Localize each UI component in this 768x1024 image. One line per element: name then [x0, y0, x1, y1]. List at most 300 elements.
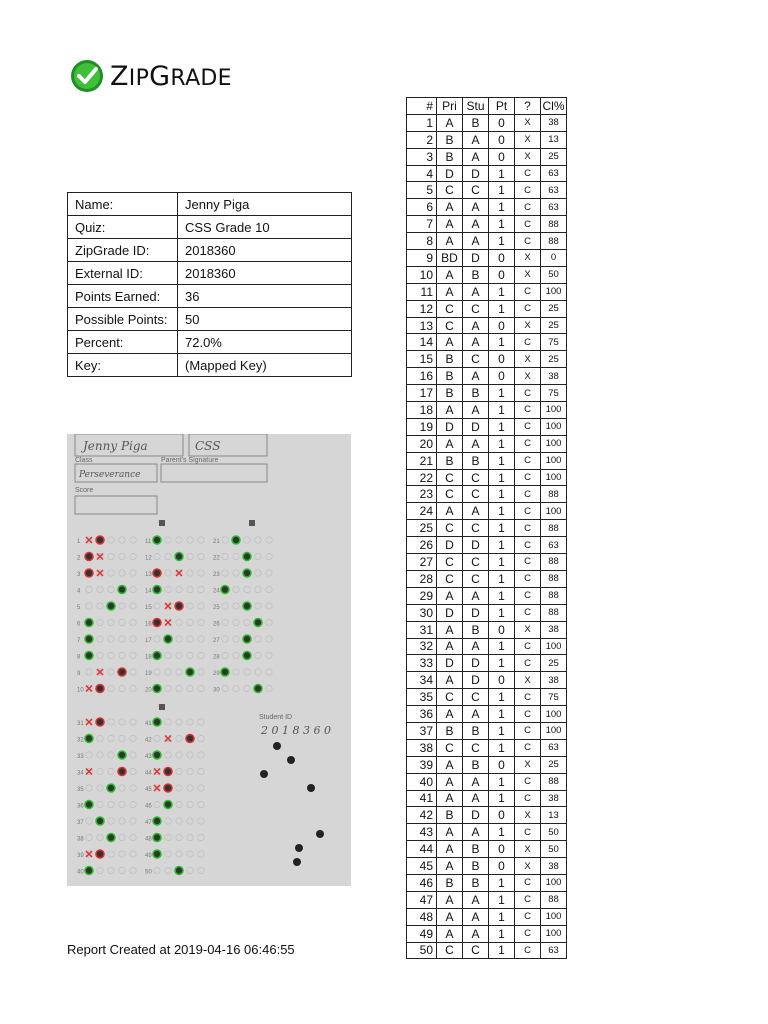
answer-row — [407, 537, 567, 554]
sheet-question-number: 15 — [145, 605, 152, 611]
answer-cell: C — [463, 942, 489, 959]
answer-cell: D — [463, 250, 489, 267]
answer-cell: A — [437, 216, 463, 233]
answer-cell: 50 — [541, 841, 567, 858]
answer-row — [407, 807, 567, 824]
answer-cell: 24 — [407, 503, 437, 520]
answer-cell: 1 — [489, 435, 515, 452]
answer-cell: 100 — [541, 874, 567, 891]
answer-cell: X — [515, 250, 541, 267]
student-mark — [243, 602, 251, 610]
answer-cell: 29 — [407, 587, 437, 604]
answer-cell: B — [463, 452, 489, 469]
answer-cell: 100 — [541, 503, 567, 520]
answer-row — [407, 925, 567, 942]
answer-cell: A — [437, 858, 463, 875]
answer-cell: A — [437, 266, 463, 283]
answer-cell: A — [463, 638, 489, 655]
answer-cell: A — [463, 199, 489, 216]
student-mark — [96, 536, 104, 544]
answer-cell: X — [515, 756, 541, 773]
answer-cell: 100 — [541, 402, 567, 419]
answer-cell: 28 — [407, 570, 437, 587]
answer-cell: D — [437, 604, 463, 621]
answer-cell: C — [515, 182, 541, 199]
answer-cell: 1 — [489, 452, 515, 469]
answer-cell: 63 — [541, 182, 567, 199]
answer-cell: 63 — [541, 942, 567, 959]
info-row — [68, 331, 352, 354]
answer-cell: B — [437, 385, 463, 402]
answer-cell: C — [463, 182, 489, 199]
answer-cell: 1 — [489, 283, 515, 300]
answer-cell: 38 — [541, 114, 567, 131]
answer-cell: 0 — [489, 148, 515, 165]
answer-cell: C — [437, 486, 463, 503]
sheet-question-number: 21 — [213, 539, 220, 545]
answer-cell: C — [515, 587, 541, 604]
sheet-question-number: 25 — [213, 605, 220, 611]
answer-cell: 1 — [489, 520, 515, 537]
handwritten-student-id: 2 0 1 8 3 6 0 — [261, 724, 331, 737]
answer-cell: X — [515, 317, 541, 334]
column-header: Pt — [489, 98, 515, 115]
answer-cell: C — [515, 891, 541, 908]
student-mark — [118, 751, 126, 759]
answer-row — [407, 790, 567, 807]
answer-cell: 21 — [407, 452, 437, 469]
answer-cell: 16 — [407, 368, 437, 385]
student-mark — [164, 768, 172, 776]
answer-cell: 31 — [407, 621, 437, 638]
answer-cell: 100 — [541, 418, 567, 435]
answer-cell: D — [463, 807, 489, 824]
scanned-answer-sheet — [67, 434, 351, 886]
sheet-question-number: 23 — [213, 572, 220, 578]
answer-cell: 1 — [489, 925, 515, 942]
info-label: External ID: — [68, 262, 178, 285]
answer-cell: 40 — [407, 773, 437, 790]
answer-cell: 1 — [489, 469, 515, 486]
info-value: 50 — [178, 308, 352, 331]
answer-cell: 1 — [489, 486, 515, 503]
answer-row — [407, 131, 567, 148]
answer-row — [407, 891, 567, 908]
student-mark — [175, 553, 183, 561]
student-id-mark — [273, 742, 281, 750]
answer-cell: 42 — [407, 807, 437, 824]
answer-row — [407, 418, 567, 435]
sheet-question-number: 39 — [77, 853, 84, 859]
answer-cell: A — [463, 773, 489, 790]
answer-cell: 35 — [407, 689, 437, 706]
answer-cell: 1 — [489, 537, 515, 554]
answer-cell: 1 — [489, 722, 515, 739]
answer-key-table — [406, 97, 567, 959]
column-header: Cl% — [542, 98, 565, 113]
answer-cell: C — [437, 469, 463, 486]
sheet-question-number: 29 — [213, 671, 220, 677]
student-mark — [85, 619, 93, 627]
answer-cell: 88 — [541, 554, 567, 571]
answer-cell: 13 — [541, 131, 567, 148]
answer-row — [407, 199, 567, 216]
answer-cell: 36 — [407, 706, 437, 723]
answer-cell: 88 — [541, 604, 567, 621]
sheet-question-number: 2 — [77, 555, 81, 562]
answer-cell: A — [437, 621, 463, 638]
answer-row — [407, 655, 567, 672]
answer-cell: C — [437, 182, 463, 199]
answer-row — [407, 908, 567, 925]
answer-cell: 0 — [489, 250, 515, 267]
student-mark — [85, 569, 93, 577]
answer-row — [407, 587, 567, 604]
student-mark — [153, 652, 161, 660]
answer-cell: 1 — [489, 503, 515, 520]
answer-cell: 100 — [541, 452, 567, 469]
student-mark — [96, 850, 104, 858]
answer-cell: 1 — [489, 638, 515, 655]
student-mark — [85, 635, 93, 643]
answer-row — [407, 773, 567, 790]
answer-cell: A — [437, 824, 463, 841]
answer-cell: A — [437, 334, 463, 351]
answer-cell: D — [463, 165, 489, 182]
answer-cell: 37 — [407, 722, 437, 739]
answer-row — [407, 874, 567, 891]
info-label: Name: — [68, 193, 178, 216]
answer-cell: C — [515, 739, 541, 756]
answer-cell: C — [515, 570, 541, 587]
student-mark — [96, 685, 104, 693]
answer-cell: C — [463, 469, 489, 486]
answer-cell: A — [463, 587, 489, 604]
sheet-question-number: 8 — [77, 654, 81, 661]
info-row — [68, 193, 352, 216]
sheet-question-number: 1 — [77, 539, 81, 545]
sheet-question-number: 31 — [77, 721, 84, 727]
answer-row — [407, 554, 567, 571]
answer-cell: 75 — [541, 334, 567, 351]
student-mark — [153, 751, 161, 759]
answer-cell: 1 — [489, 182, 515, 199]
answer-cell: 1 — [489, 773, 515, 790]
sheet-question-number: 36 — [77, 803, 84, 810]
answer-cell: B — [437, 452, 463, 469]
student-mark — [254, 619, 262, 627]
column-header: Pri — [437, 98, 463, 115]
student-mark — [153, 850, 161, 858]
answer-cell: 1 — [489, 570, 515, 587]
sheet-question-number: 10 — [77, 687, 84, 694]
answer-cell: A — [437, 773, 463, 790]
answer-row — [407, 858, 567, 875]
student-mark — [186, 668, 194, 676]
answer-cell: 30 — [407, 604, 437, 621]
zipgrade-logo — [70, 56, 232, 96]
answer-cell: C — [515, 418, 541, 435]
info-row — [68, 308, 352, 331]
answer-cell: D — [437, 537, 463, 554]
answer-cell: 10 — [407, 266, 437, 283]
info-label: Key: — [68, 354, 178, 377]
student-mark — [85, 867, 93, 875]
answer-cell: C — [515, 503, 541, 520]
answer-cell: 1 — [489, 874, 515, 891]
answer-cell: C — [515, 790, 541, 807]
handwritten-name: Jenny Piga — [83, 439, 148, 453]
sheet-question-number: 42 — [145, 737, 152, 744]
answer-cell: 38 — [541, 858, 567, 875]
answer-cell: A — [437, 672, 463, 689]
answer-cell: C — [515, 655, 541, 672]
green-checkmark-icon — [70, 59, 104, 93]
student-mark — [243, 569, 251, 577]
answer-cell: C — [515, 604, 541, 621]
answer-cell: A — [437, 790, 463, 807]
answer-cell: 1 — [489, 689, 515, 706]
answer-cell: B — [463, 722, 489, 739]
answer-cell: 100 — [541, 908, 567, 925]
answer-cell: B — [463, 266, 489, 283]
answer-row — [407, 739, 567, 756]
sheet-question-number: 13 — [145, 572, 152, 578]
answer-cell: A — [437, 233, 463, 250]
student-mark — [232, 536, 240, 544]
answer-row — [407, 334, 567, 351]
answer-cell: C — [515, 300, 541, 317]
student-mark — [107, 834, 115, 842]
answer-cell: D — [463, 655, 489, 672]
answer-cell: C — [437, 554, 463, 571]
answer-cell: A — [463, 216, 489, 233]
answer-cell: 26 — [407, 537, 437, 554]
student-mark — [186, 735, 194, 743]
info-row — [68, 216, 352, 239]
answer-cell: 100 — [541, 706, 567, 723]
answer-cell: B — [437, 368, 463, 385]
answer-cell: A — [463, 706, 489, 723]
answer-cell: A — [437, 706, 463, 723]
info-label: Percent: — [68, 331, 178, 354]
student-mark — [107, 784, 115, 792]
answer-cell: C — [515, 689, 541, 706]
answer-cell: 1 — [489, 942, 515, 959]
answer-cell: X — [515, 807, 541, 824]
student-mark — [153, 834, 161, 842]
answer-cell: 1 — [489, 165, 515, 182]
answer-cell: 18 — [407, 402, 437, 419]
column-header: # — [407, 98, 437, 115]
answer-cell: C — [515, 520, 541, 537]
answer-cell: 47 — [407, 891, 437, 908]
report-created-text: Report Created at 2019-04-16 06:46:55 — [67, 942, 295, 957]
student-mark — [221, 586, 229, 594]
answer-row — [407, 689, 567, 706]
answer-cell: 9 — [407, 250, 437, 267]
answer-cell: C — [515, 908, 541, 925]
answer-cell: C — [515, 233, 541, 250]
answer-cell: 88 — [541, 773, 567, 790]
sheet-question-number: 48 — [145, 836, 152, 843]
answer-cell: 1 — [489, 706, 515, 723]
info-label: ZipGrade ID: — [68, 239, 178, 262]
answer-cell: 7 — [407, 216, 437, 233]
answer-cell: C — [515, 216, 541, 233]
answer-cell: B — [463, 756, 489, 773]
sheet-question-number: 28 — [213, 654, 220, 661]
student-mark — [118, 586, 126, 594]
answer-cell: 100 — [541, 638, 567, 655]
answer-cell: X — [515, 621, 541, 638]
answer-row — [407, 621, 567, 638]
answer-cell: C — [515, 824, 541, 841]
sheet-question-number: 33 — [77, 754, 84, 760]
answer-cell: B — [463, 114, 489, 131]
answer-cell: 43 — [407, 824, 437, 841]
column-header: ? — [515, 98, 541, 115]
answer-cell: 38 — [541, 368, 567, 385]
answer-cell: 1 — [407, 114, 437, 131]
answer-row — [407, 114, 567, 131]
answer-cell: 75 — [541, 385, 567, 402]
student-mark — [85, 735, 93, 743]
answer-cell: A — [437, 756, 463, 773]
answer-cell: 2 — [407, 131, 437, 148]
answer-cell: 1 — [489, 604, 515, 621]
answer-cell: D — [463, 672, 489, 689]
info-value: 2018360 — [178, 239, 352, 262]
sheet-question-number: 20 — [145, 687, 152, 694]
info-row — [68, 354, 352, 377]
answer-row — [407, 469, 567, 486]
answer-cell: 39 — [407, 756, 437, 773]
answer-cell: 27 — [407, 554, 437, 571]
student-mark — [243, 652, 251, 660]
answer-cell: 3 — [407, 148, 437, 165]
answer-row — [407, 756, 567, 773]
answer-cell: 1 — [489, 233, 515, 250]
answer-cell: A — [437, 891, 463, 908]
answer-cell: 0 — [489, 858, 515, 875]
answer-cell: A — [437, 402, 463, 419]
answer-row — [407, 942, 567, 959]
answer-cell: C — [515, 638, 541, 655]
student-id-label: Student ID — [259, 714, 293, 721]
answer-cell: 0 — [489, 351, 515, 368]
answer-cell: C — [463, 554, 489, 571]
student-mark — [153, 586, 161, 594]
answer-cell: 17 — [407, 385, 437, 402]
sheet-question-number: 18 — [145, 654, 152, 661]
answer-cell: 88 — [541, 233, 567, 250]
sheet-question-number: 34 — [77, 770, 84, 777]
student-mark — [164, 801, 172, 809]
handwritten-class: CSS — [195, 439, 221, 453]
answer-cell: 1 — [489, 655, 515, 672]
answer-cell: C — [515, 537, 541, 554]
answer-cell: 0 — [489, 368, 515, 385]
sheet-question-number: 27 — [213, 638, 220, 644]
answer-cell: B — [463, 874, 489, 891]
student-mark — [221, 668, 229, 676]
info-label: Quiz: — [68, 216, 178, 239]
answer-cell: 1 — [489, 199, 515, 216]
sheet-question-number: 5 — [77, 605, 81, 611]
answer-cell: C — [515, 334, 541, 351]
sheet-question-number: 41 — [145, 721, 152, 727]
answer-cell: A — [463, 402, 489, 419]
answer-cell: 1 — [489, 334, 515, 351]
answer-cell: A — [463, 908, 489, 925]
answer-cell: A — [437, 638, 463, 655]
answer-cell: 19 — [407, 418, 437, 435]
answer-cell: 100 — [541, 435, 567, 452]
sheet-question-number: 11 — [145, 539, 152, 545]
answer-cell: X — [515, 368, 541, 385]
student-mark — [118, 768, 126, 776]
signature-label: Parent's Signature — [161, 457, 219, 464]
answer-cell: C — [515, 435, 541, 452]
answer-row — [407, 824, 567, 841]
answer-cell: D — [463, 604, 489, 621]
answer-cell: B — [437, 722, 463, 739]
student-mark — [85, 652, 93, 660]
answer-cell: C — [515, 874, 541, 891]
answer-cell: 88 — [541, 891, 567, 908]
answer-cell: A — [463, 368, 489, 385]
answer-cell: 63 — [541, 537, 567, 554]
answer-cell: 0 — [489, 807, 515, 824]
answer-cell: 75 — [541, 689, 567, 706]
answer-cell: A — [463, 925, 489, 942]
answer-cell: 25 — [541, 148, 567, 165]
sheet-question-number: 16 — [145, 621, 152, 628]
answer-cell: D — [463, 418, 489, 435]
handwritten-perseverance: Perseverance — [79, 470, 141, 480]
answer-cell: 88 — [541, 570, 567, 587]
student-mark — [164, 635, 172, 643]
answer-cell: 38 — [541, 790, 567, 807]
answer-row — [407, 672, 567, 689]
answer-cell: A — [437, 908, 463, 925]
answer-cell: 45 — [407, 858, 437, 875]
answer-row — [407, 638, 567, 655]
answer-cell: 1 — [489, 216, 515, 233]
student-id-mark — [287, 756, 295, 764]
answer-row — [407, 722, 567, 739]
answer-cell: 0 — [489, 756, 515, 773]
answer-cell: 32 — [407, 638, 437, 655]
answer-row — [407, 402, 567, 419]
sheet-question-number: 37 — [77, 820, 84, 826]
answer-cell: 88 — [541, 216, 567, 233]
answer-row — [407, 351, 567, 368]
student-mark — [153, 817, 161, 825]
answer-cell: 14 — [407, 334, 437, 351]
answer-cell: C — [463, 486, 489, 503]
student-id-mark — [316, 830, 324, 838]
info-value: CSS Grade 10 — [178, 216, 352, 239]
answer-cell: C — [437, 689, 463, 706]
student-mark — [243, 553, 251, 561]
answer-cell: C — [437, 739, 463, 756]
sheet-question-number: 49 — [145, 853, 152, 859]
answer-cell: A — [463, 891, 489, 908]
answer-cell: 1 — [489, 908, 515, 925]
answer-cell: 50 — [407, 942, 437, 959]
